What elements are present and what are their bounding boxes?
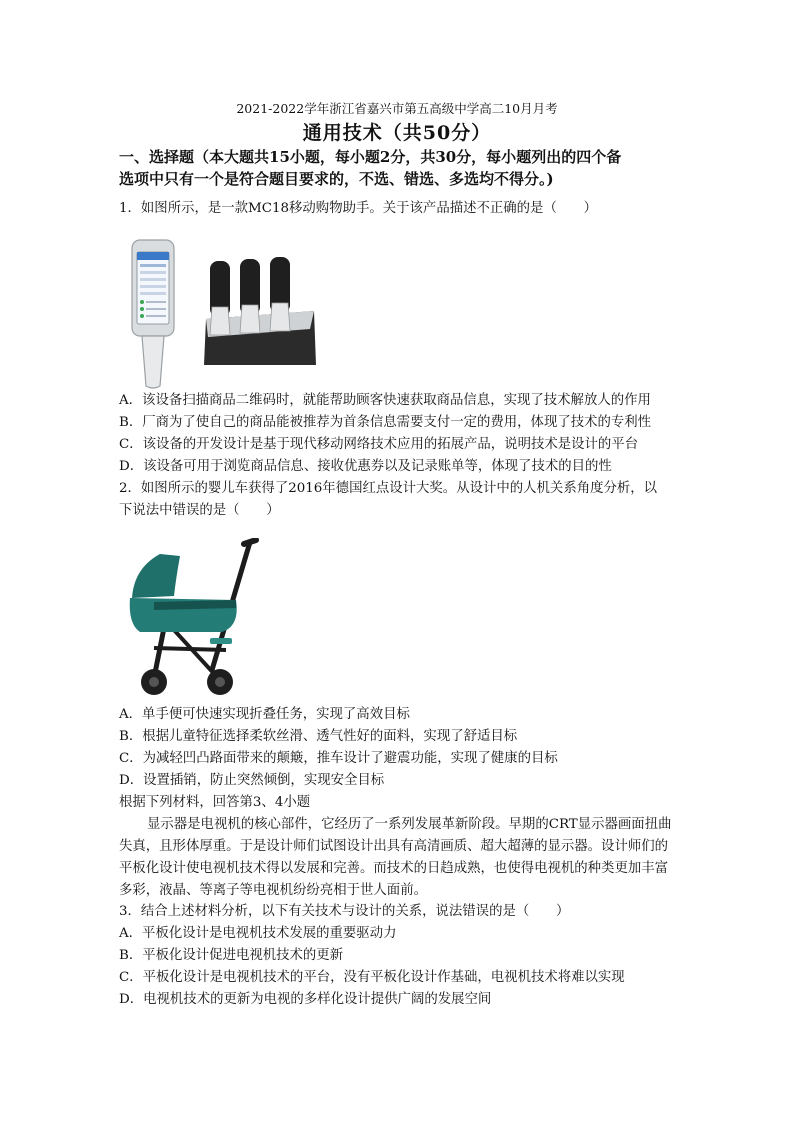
baby-stroller-image bbox=[124, 538, 264, 698]
question-1-option-a: A．该设备扫描商品二维码时，就能帮助顾客快速获取商品信息，实现了技术解放人的作用 bbox=[119, 393, 651, 408]
question-1-option-c: C．该设备的开发设计是基于现代移动网络技术应用的拓展产品，说明技术是设计的平台 bbox=[119, 437, 639, 452]
question-2-option-c: C．为减轻凹凸路面带来的颠簸，推车设计了避震功能，实现了健康的目标 bbox=[119, 751, 558, 766]
mc18-handheld-image bbox=[128, 238, 178, 390]
charging-cradle-image bbox=[202, 255, 318, 367]
material-paragraph: 显示器是电视机的核心部件，它经历了一系列发展革新阶段。早期的CRT显示器画面扭曲失真，且形体厚重。于是设计师们试图设计出具有高清画质、超大超薄的显示器。设计师们的平板化设计使电视机技术得以发展和完善。而技术的日趋成熟，也使得电视机的种类更加丰富多彩，液晶、等离子等电视机纷纷亮相于世人面前。 bbox=[119, 817, 672, 898]
exam-title: 2021-2022学年浙江省嘉兴市第五高级中学高二10月月考 bbox=[236, 101, 558, 116]
subject-title: 通用技术（共50分） bbox=[302, 122, 492, 144]
material-intro: 根据下列材料，回答第3、4小题 bbox=[119, 795, 311, 810]
section-heading-line2: 选项中只有一个是符合题目要求的，不选、错选、多选均不得分。) bbox=[119, 170, 554, 188]
question-2-stem-line2: 下说法中错误的是（ ） bbox=[119, 503, 280, 518]
question-3-option-c: C．平板化设计是电视机技术的平台，没有平板化设计作基础，电视机技术将难以实现 bbox=[119, 970, 625, 985]
question-3-option-d: D．电视机技术的更新为电视的多样化设计提供广阔的发展空间 bbox=[119, 992, 492, 1007]
question-3-stem: 3．结合上述材料分析，以下有关技术与设计的关系，说法错误的是（ ） bbox=[119, 904, 570, 919]
question-2-option-a: A．单手便可快速实现折叠任务，实现了高效目标 bbox=[119, 707, 410, 722]
question-2-option-b: B．根据儿童特征选择柔软丝滑、透气性好的面料，实现了舒适目标 bbox=[119, 729, 518, 744]
question-2-option-d: D．设置插销，防止突然倾倒，实现安全目标 bbox=[119, 773, 385, 788]
question-3-option-a: A．平板化设计是电视机技术发展的重要驱动力 bbox=[119, 926, 397, 941]
question-1-stem: 1．如图所示，是一款MC18移动购物助手。关于该产品描述不正确的是（ ） bbox=[119, 201, 598, 216]
question-1-option-d: D．该设备可用于浏览商品信息、接收优惠券以及记录账单等，体现了技术的目的性 bbox=[119, 459, 612, 474]
section-heading-line1: 一、选择题（本大题共15小题，每小题2分，共30分，每小题列出的四个备 bbox=[119, 148, 622, 166]
question-1-option-b: B．厂商为了使自己的商品能被推荐为首条信息需要支付一定的费用，体现了技术的专利性 bbox=[119, 415, 652, 430]
question-3-option-b: B．平板化设计促进电视机技术的更新 bbox=[119, 948, 344, 963]
question-2-stem-line1: 2．如图所示的婴儿车获得了2016年德国红点设计大奖。从设计中的人机关系角度分析，以 bbox=[119, 481, 658, 496]
